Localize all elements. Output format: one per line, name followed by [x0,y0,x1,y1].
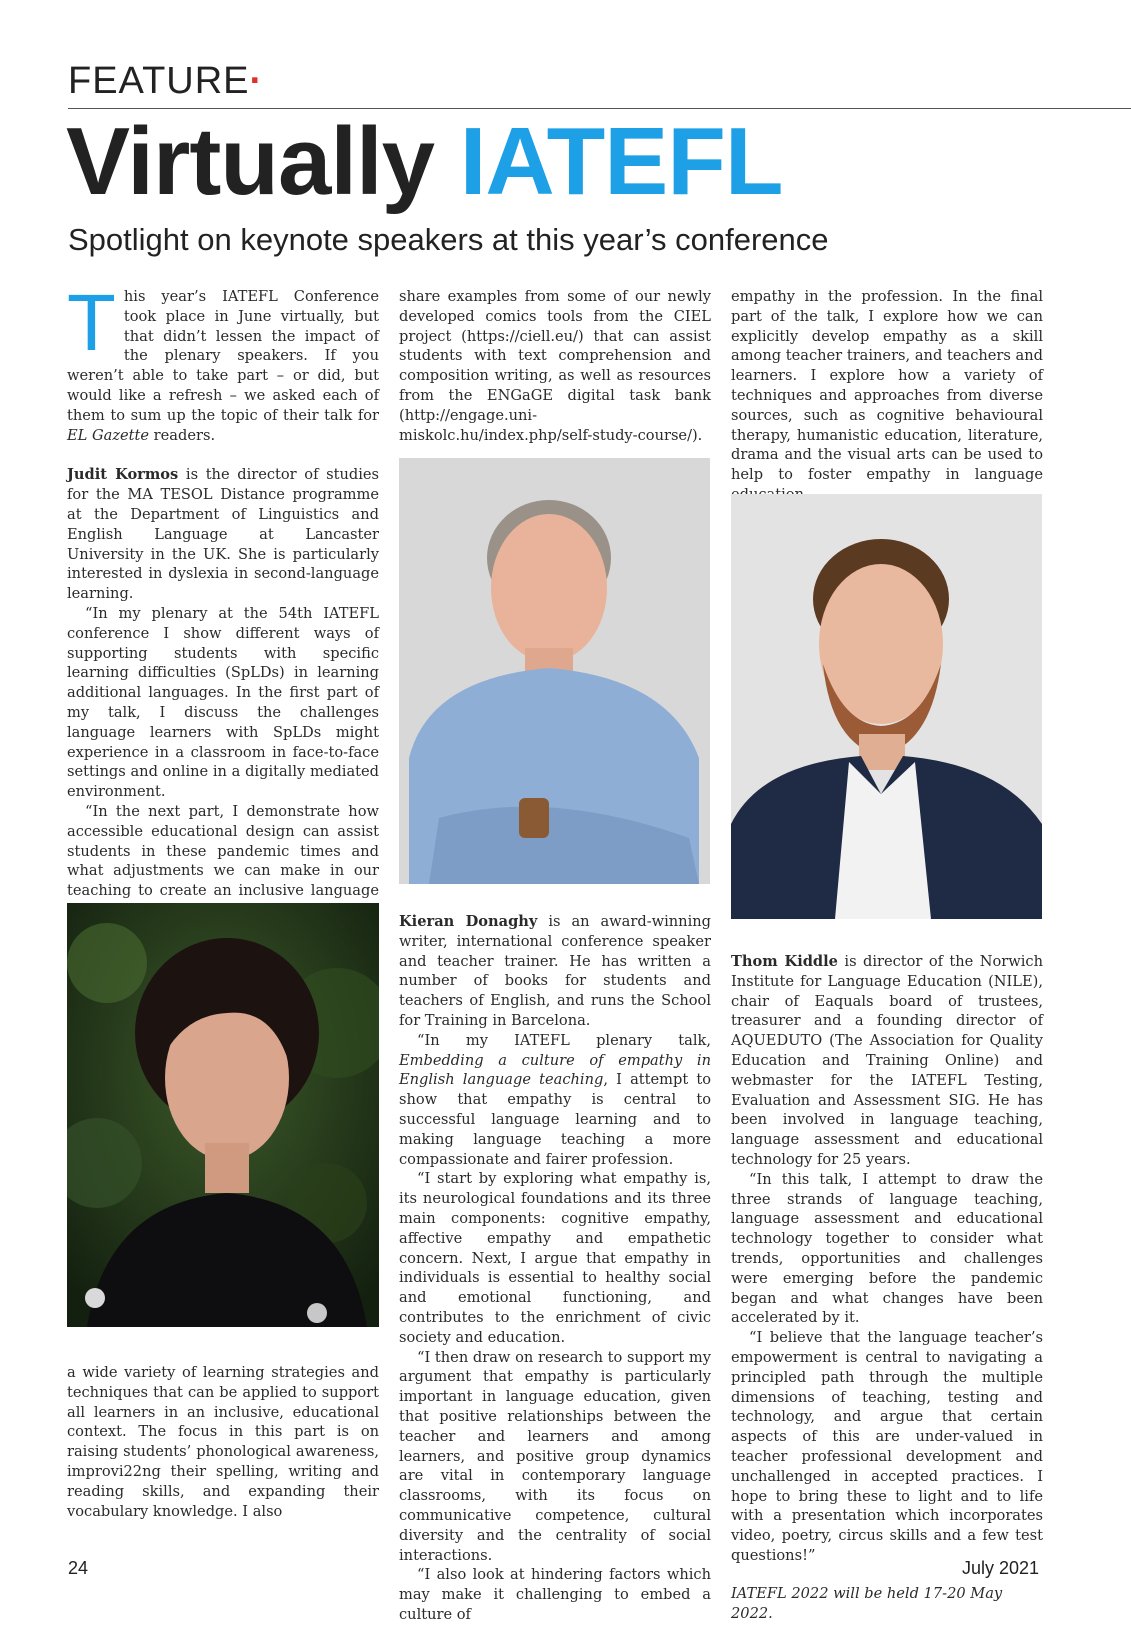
column-2-bottom [399,912,711,1625]
donaghy-name: Kieran Donaghy [399,913,538,930]
column-2-top [399,287,711,445]
section-label [68,62,263,100]
kormos-bio [67,465,379,604]
donaghy-talk-title: Embedding a culture of empathy in English language teaching [399,1051,711,1089]
closing-note-text: IATEFL 2022 will be held 17-20 May 2022. [731,1584,1003,1622]
donaghy-bio [399,912,711,1031]
donaghy-paragraph-1 [399,1031,711,1170]
donaghy-p1-end: , I attempt to show that empathy is central to successful language learning and to making language teaching a more compassionate and fairer profession. [399,1071,711,1168]
section-dot: · [249,60,264,102]
photo-judit-kormos [67,903,379,1327]
kormos-paragraph-2: “In the next part, I demonstrate how accessible educational design can assist students in these pandemic times and what adjustments we can make in our teaching to create an inclusive language [67,802,379,900]
photo-thom-kiddle [731,494,1042,919]
section-label-text: FEATURE [68,60,250,102]
donaghy-paragraph-4: “I also look at hindering factors which may make it challenging to embed a culture of [399,1566,711,1623]
closing-note [731,1584,1043,1624]
subheadline: Spotlight on keynote speakers at this year’s conference [68,222,829,257]
intro-paragraph [67,278,379,445]
intro-text-end: readers. [149,426,216,444]
donaghy-paragraph-3: “I then draw on research to support my argument that empathy is particularly important in language education, given that positive relationships between the teacher and learners and among learners, and positive group dynamics are vital in contemporary language classrooms, with its focus on communicative competence, cultural diversity and the centrality of social interactions. [399,1348,711,1564]
kormos-paragraph-4: share examples from some of our newly developed comics tools from the CIEL project (https://ciell.eu/) that can assist students with text comprehension and composition writing, as well as resources from the ENGaGE digital task bank (http://engage.uni-miskolc.hu/index.php/self-study-course/). [399,288,711,444]
donaghy-bio-text: is an award-winning writer, international conference speaker and teacher trainer. He has written a number of books for students and teachers of English, and runs the School for Training in Barcelona. [399,913,711,1029]
column-1-bottom [67,1363,379,1521]
kormos-paragraph-3: a wide variety of learning strategies and techniques that can be applied to support all learners in an inclusive, educational context. The focus in this part is on raising students’ phonological awareness, improvi22ng their spelling, writing and reading skills, and expanding their vocabulary knowledge. I also [67,1364,379,1520]
publication-name: EL Gazette [67,426,150,444]
kiddle-name: Thom Kiddle [731,953,838,970]
photo-kieran-donaghy [399,458,710,884]
donaghy-p1-start: “In my IATEFL plenary talk, [417,1031,711,1049]
kiddle-paragraph-2: “I believe that the language teacher’s empowerment is central to navigating a principled path through the multiple dimensions of teaching, testing and technology, and argue that certain aspects of this are under-valued in teacher professional development and unchallenged in accepted practices. I hope to bring these to light and to life with a presentation which incorporates video, poetry, circus skills and a few test questions!” [731,1329,1043,1564]
kiddle-bio [731,952,1043,1170]
intro-text: his year’s IATEFL Conference took place in June virtually, but that didn’t lessen the impact of the plenary speakers. If you weren’t able to take part – or did, but would like a refresh – we asked each of them to sum up the topic of their talk for [67,288,379,424]
donaghy-paragraph-5: empathy in the profession. In the final part of the talk, I explore how we can explicitly develop empathy as a skill among teacher trainers, and teachers and learners. I explore how a variety of techniques and approaches from diverse sources, such as cognitive behavioural therapy, humanistic education, literature, drama and the visual arts can be used to help to foster empathy in language [731,288,1043,484]
kormos-bio-text: is the director of studies for the MA TESOL Distance programme at the Department of Linguistics and English Language at Lancaster University in the UK. She is particularly interested in dyslexia in second-language learning. [67,466,380,603]
drop-cap: T [67,278,116,367]
kormos-paragraph-1: “In my plenary at the 54th IATEFL conference I show different ways of supporting students with specific learning difficulties (SpLDs) in learning additional languages. In the first part of my talk, I discuss the challenges language learners with SpLDs might experience in a classroom in face-to-face settings and online in a digitally mediated environment. [67,604,379,801]
column-1-top [67,278,380,960]
headline [66,108,783,215]
page-number: 24 [68,1558,89,1578]
headline-accent: IATEFL [459,108,783,215]
issue-date: July 2021 [961,1558,1039,1578]
column-3-top [731,287,1043,505]
donaghy-paragraph-2: “I start by exploring what empathy is, its neurological foundations and its three main components: cognitive empathy, affective empathy and empathetic concern. Next, I argue that empathy in individuals is essential to healthy social and emotional functioning, and contributes to the enrichment of civic society and education. [399,1170,711,1346]
headline-plain: Virtually [66,108,460,215]
kormos-name: Judit Kormos [67,466,179,484]
kiddle-paragraph-1: “In this talk, I attempt to draw the three strands of language teaching, language assessment and educational technology together to consider what trends, opportunities and challenges were emerging before the pandemic began and what changes have been accelerated by it. [731,1170,1043,1327]
column-3-bottom [731,952,1043,1623]
kiddle-bio-text: is director of the Norwich Institute for Language Education (NILE), chair of Eaquals board of trustees, treasurer and a founding director of AQUEDUTO (The Association for Quality Education and Training Online) and webmaster for the IATEFL Testing, Evaluation and Assessment SIG. He has been involved in language teaching, language assessment and educational technology for 25 years. [731,953,1044,1168]
